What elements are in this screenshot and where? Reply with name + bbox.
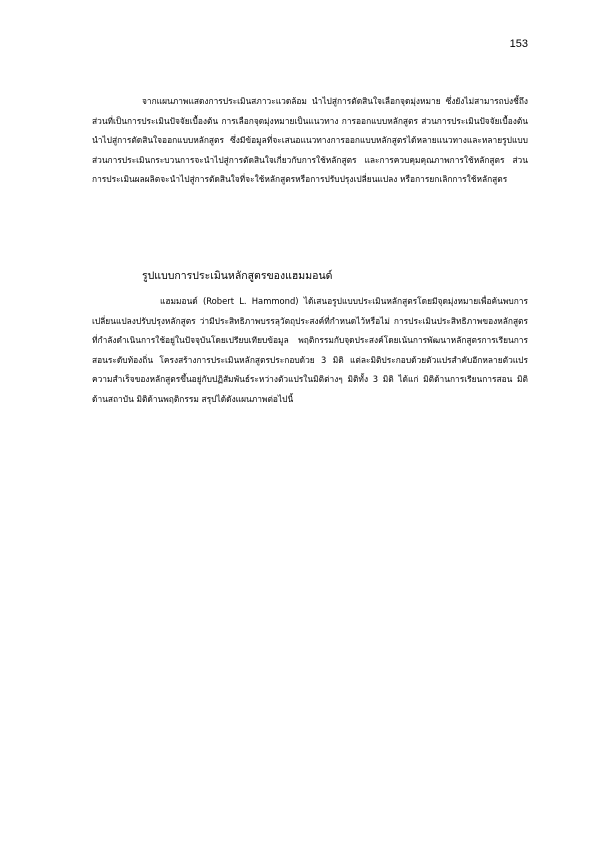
paragraph-environment-evaluation: จากแผนภาพแสดงการประเมินสภาวะแวดล้อม นำไปสู่การตัดสินใจเลือกจุดมุ่งหมาย ซึ่งยังไม่สามารถบ่งชี้ถึงส่วนที่เป็นการประเมินปัจจัยเบื้องต้น การเลือกจุดมุ่งหมายเป็นแนวทาง การออกแบบหลักสูตร ส่วนการประเมินปัจจัยเบื้องต้นนำไปสู่การตัดสินใจออกแบบหลักสูตร ซึ่งมีข้อมูลที่จะเสนอแนวทางการออกแบบหลักสูตรได้หลายแนวทางและหลายรูปแบบ ส่วนการประเมินกระบวนการจะนำไปสู่การตัดสินใจเกี่ยวกับการใช้หลักสูตร และการควบคุมคุณภาพการใช้หลักสูตร ส่วนการประเมินผลผลิตจะนำไปสู่การตัดสินใจที่จะใช้หลักสูตรหรือการปรับปรุงเปลี่ยนแปลง หรือการยกเลิกการใช้หลักสูตร: [92, 96, 528, 184]
page-number: 153: [509, 38, 528, 50]
section-heading-hammond-model: รูปแบบการประเมินหลักสูตรของแฮมมอนด์: [142, 270, 333, 282]
paragraph-hammond-model: แฮมมอนด์ (Robert L. Hammond) ได้เสนอรูปแบบประเมินหลักสูตรโดยมีจุดมุ่งหมายเพื่อค้นพบการเปลี่ยนแปลงปรับปรุงหลักสูตร ว่ามีประสิทธิภาพบรรลุวัตถุประสงค์ที่กำหนดไว้หรือไม่ การประเมินประสิทธิภาพของหลักสูตรที่กำลังดำเนินการใช้อยู่ในปัจจุบันโดยเปรียบเทียบข้อมูล พฤติกรรมกับจุดประสงค์โดยเน้นการพัฒนาหลักสูตรการเรียนการสอนระดับท้องถิ่น โครงสร้างการประเมินหลักสูตรประกอบด้วย 3 มิติ แต่ละมิติประกอบด้วยตัวแปรสำคับอีกหลายตัวแปร ความสำเร็จของหลักสูตรขึ้นอยู่กับปฏิสัมพันธ์ระหว่างตัวแปรในมิติต่างๆ มิติทั้ง 3 มิติ ได้แก่ มิติด้านการเรียนการสอน มิติด้านสถาบัน มิติด้านพฤติกรรม สรุปได้ดังแผนภาพต่อไปนี้: [92, 296, 528, 404]
